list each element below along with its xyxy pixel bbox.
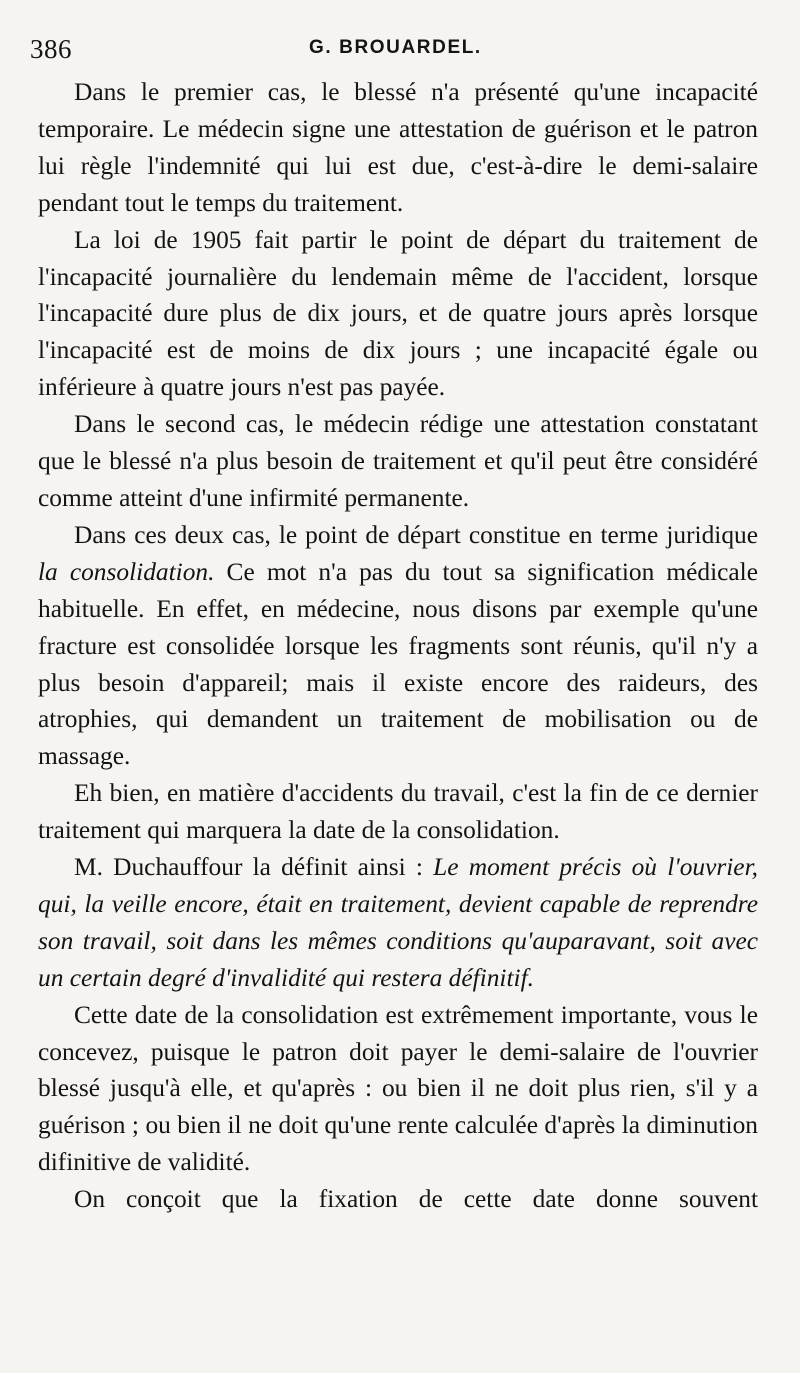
paragraph-4-italic-term: la consolidation. [38, 557, 215, 586]
running-head-author: G. BROUARDEL. [309, 37, 482, 58]
running-head [0, 34, 800, 64]
page-number: 386 [30, 34, 72, 64]
body-text [38, 74, 758, 1218]
paragraph-2: La loi de 1905 fait partir le point de départ du traitement de l'incapacité journalière du lendemain même de l'accident, lorsque l'incapacité dure plus de dix jours, et de quatre jours après lorsque l'incapacité est de moins de dix jours ; une incapacité égale ou inférieure à quatre jours n'est pas payée. [38, 225, 758, 402]
paragraph-3: Dans le second cas, le médecin rédige une attestation constatant que le blessé n'a plus besoin de traitement et qu'il peut être considéré comme atteint d'une infirmité permanente. [38, 410, 758, 512]
paragraph-7: Cette date de la consolidation est extrêmement importante, vous le concevez, puisque le patron doit payer le demi-salaire de l'ouvrier blessé jusqu'à elle, et qu'après : ou bien il ne doit plus rien, s'il y a guérison ; ou bien il ne doit qu'une rente calculée d'après la diminution difinitive de validité. [38, 1000, 758, 1177]
paragraph-1: Dans le premier cas, le blessé n'a présenté qu'une incapacité temporaire. Le médecin signe une attestation de guérison et le patron lui règle l'indemnité qui lui est due, c'est-à-dire le demi-salaire pendant tout le temps du traitement. [38, 78, 758, 217]
paragraph-4 [38, 517, 758, 775]
paragraph-5: Eh bien, en matière d'accidents du travail, c'est la fin de ce dernier traitement qui marquera la date de la consolidation. [38, 779, 758, 845]
paragraph-6 [38, 849, 758, 997]
paragraph-6-text-before: M. Duchauffour la définit ainsi : [74, 853, 434, 882]
paragraph-4-text-after: Ce mot n'a pas du tout sa signification médicale habituelle. En effet, en médecine, nous disons par exemple qu'une fracture est consolidée lorsque les fragments sont réunis, qu'il n'y a plus besoin d'appareil; mais il existe encore des raideurs, des atrophies, qui demandent un traitement de mobilisation ou de massage. [38, 557, 758, 771]
paragraph-4-text-before: Dans ces deux cas, le point de départ constitue en terme juridique [74, 520, 758, 549]
paragraph-6-italic-quote: Le moment précis où l'ouvrier, qui, la veille encore, était en traitement, devient capable de reprendre son travail, soit dans les mêmes conditions qu'auparavant, soit avec un certain degré d'invalidité qui restera définitif. [38, 853, 758, 992]
paragraph-8: On conçoit que la fixation de cette date donne souvent [74, 1185, 758, 1214]
